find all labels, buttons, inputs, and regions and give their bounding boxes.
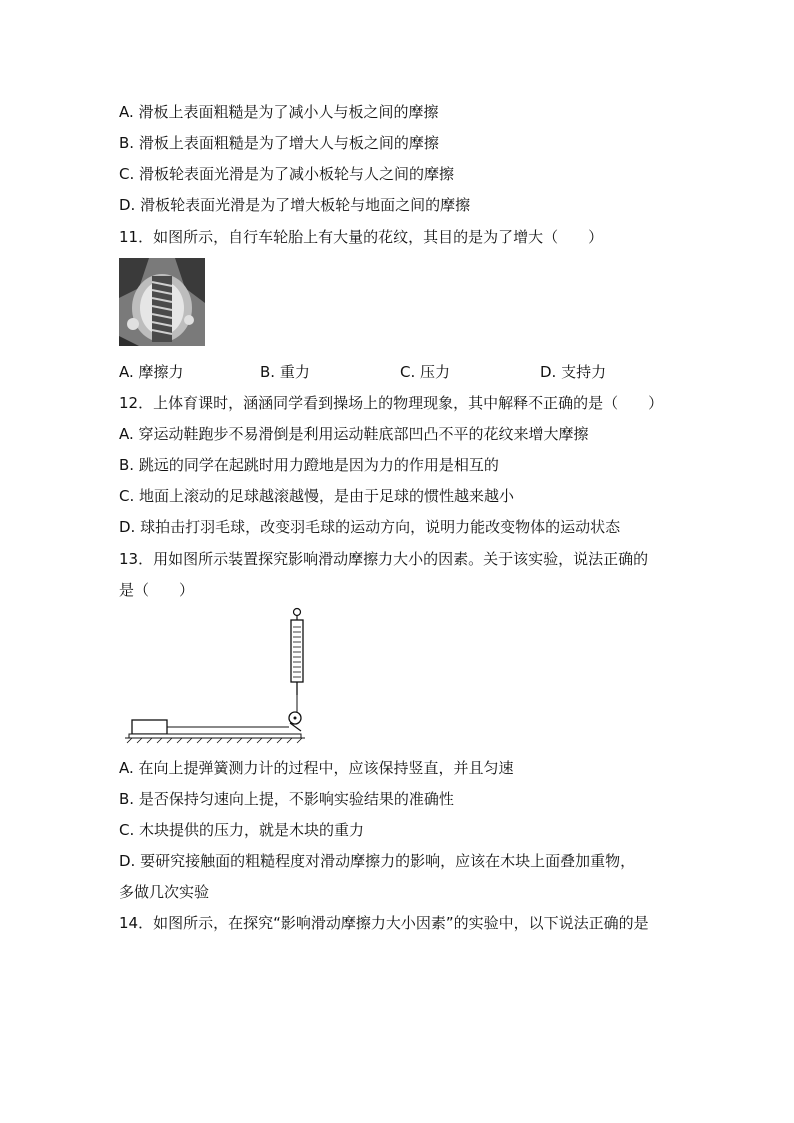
q13-option-d-continued: 多做几次实验 [119, 883, 210, 901]
q11-stem: 11．如图所示，自行车轮胎上有大量的花纹，其目的是为了增大（ ） [119, 228, 604, 246]
q13-option-d: D. 要研究接触面的粗糙程度对滑动摩擦力的影响，应该在木块上面叠加重物， [119, 852, 636, 870]
q13-stem-line2: 是（ ） [119, 581, 195, 599]
q13-option-b: B. 是否保持匀速向上提，不影响实验结果的准确性 [119, 790, 454, 808]
q10-option-b: B. 滑板上表面粗糙是为了增大人与板之间的摩擦 [119, 134, 439, 152]
q10-option-d: D. 滑板轮表面光滑是为了增大板轮与地面之间的摩擦 [119, 196, 471, 214]
q12-stem: 12．上体育课时，涵涵同学看到操场上的物理现象，其中解释不正确的是（ ） [119, 394, 664, 412]
q10-option-a: A. 滑板上表面粗糙是为了减小人与板之间的摩擦 [119, 103, 439, 121]
q12-option-d: D. 球拍击打羽毛球，改变羽毛球的运动方向，说明力能改变物体的运动状态 [119, 518, 621, 536]
q12-option-b: B. 跳远的同学在起跳时用力蹬地是因为力的作用是相互的 [119, 456, 499, 474]
q12-option-a: A. 穿运动鞋跑步不易滑倒是利用运动鞋底部凹凸不平的花纹来增大摩擦 [119, 425, 589, 443]
q14-stem: 14．如图所示，在探究“影响滑动摩擦力大小因素”的实验中，以下说法正确的是 [119, 914, 649, 932]
q11-option-b: B. 重力 [260, 363, 310, 381]
bicycle-tire-photo [119, 258, 205, 346]
q12-option-c: C. 地面上滚动的足球越滚越慢，是由于足球的惯性越来越小 [119, 487, 515, 505]
q13-option-c: C. 木块提供的压力，就是木块的重力 [119, 821, 365, 839]
friction-apparatus-diagram [119, 605, 319, 745]
q13-stem-line1: 13．用如图所示装置探究影响滑动摩擦力大小的因素。关于该实验，说法正确的 [119, 550, 649, 568]
q11-option-a: A. 摩擦力 [119, 363, 184, 381]
q10-option-c: C. 滑板轮表面光滑是为了减小板轮与人之间的摩擦 [119, 165, 455, 183]
q11-option-c: C. 压力 [400, 363, 451, 381]
q13-option-a: A. 在向上提弹簧测力计的过程中，应该保持竖直，并且匀速 [119, 759, 514, 777]
q11-option-d: D. 支持力 [540, 363, 607, 381]
